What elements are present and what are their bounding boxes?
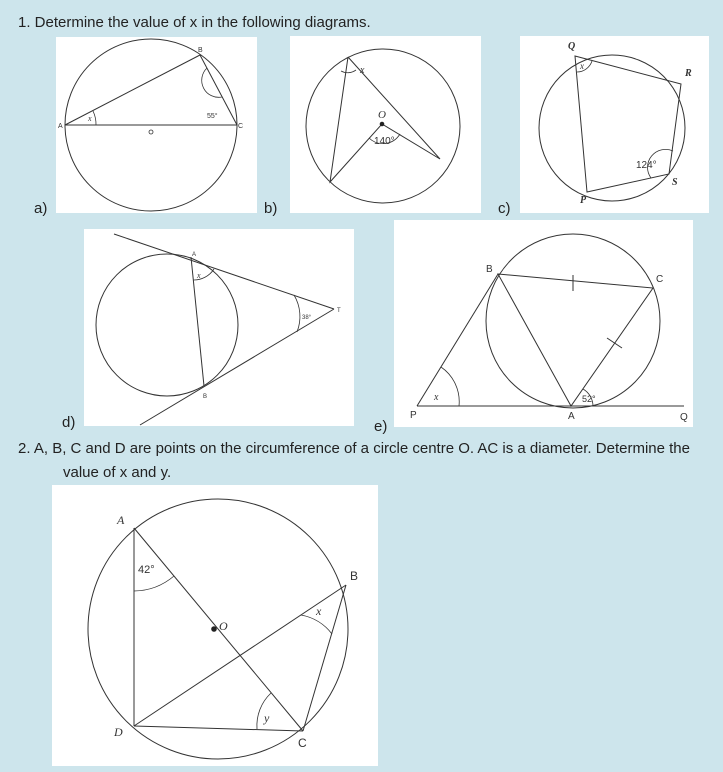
label-c: C — [238, 123, 244, 130]
triangle-abc — [498, 274, 653, 406]
centre-o — [211, 626, 217, 632]
label-b: B — [350, 569, 359, 583]
label-b: B — [198, 47, 203, 54]
label-o: O — [378, 109, 386, 121]
label-p: P — [580, 195, 587, 206]
angle-arc-p — [441, 367, 459, 406]
cyclic-quadrilateral — [575, 56, 681, 192]
question-2-line-1: 2. A, B, C and D are points on the circumference of a circle centre O. AC is a diameter. Determine the — [18, 440, 690, 457]
label-x: x — [316, 604, 322, 618]
circle — [96, 254, 238, 396]
label-p: P — [410, 410, 417, 421]
label-t: T — [337, 308, 341, 314]
label-angle: 55° — [207, 113, 218, 120]
chord-db — [134, 585, 346, 726]
label-y: y — [264, 711, 270, 725]
diagram-b — [290, 36, 481, 213]
label-angle: 140° — [374, 136, 395, 147]
label-s: S — [672, 177, 678, 188]
centre-o — [149, 130, 153, 134]
label-b-part: b) — [264, 200, 278, 217]
question-1-text: 1. Determine the value of x in the following diagrams. — [18, 14, 371, 31]
tangent-lower — [140, 309, 334, 425]
chord-bc — [303, 585, 346, 731]
question-2-line-2: value of x and y. — [63, 464, 172, 481]
label-angle: 124° — [636, 160, 657, 171]
label-x: x — [434, 392, 439, 403]
label-b: B — [203, 394, 208, 400]
label-e-part: e) — [374, 418, 388, 435]
label-b: B — [486, 264, 493, 275]
label-angle: 52° — [582, 394, 596, 404]
label-o: O — [219, 619, 228, 633]
chord-bc — [200, 55, 237, 125]
label-x: x — [197, 271, 201, 280]
centre-o — [380, 122, 385, 127]
diagram-a — [56, 37, 257, 213]
label-a-part: a) — [34, 200, 48, 217]
label-angle: 38° — [302, 315, 312, 321]
angle-arc-t — [294, 295, 300, 332]
angle-arc-a — [93, 111, 96, 125]
label-x: x — [88, 114, 92, 123]
tangent-upper — [114, 234, 334, 309]
angle-arc-x — [341, 70, 356, 73]
circle — [486, 234, 660, 408]
line-pb — [417, 274, 498, 406]
chord-dc — [134, 726, 303, 731]
label-q: Q — [680, 412, 688, 423]
label-d: D — [114, 725, 123, 739]
label-a: A — [192, 252, 197, 258]
label-angle: 42° — [138, 564, 155, 576]
tick-ca — [607, 338, 622, 348]
label-r: R — [685, 68, 692, 79]
diagram-d — [84, 229, 354, 426]
label-d-part: d) — [62, 414, 76, 431]
chord-ab — [65, 55, 200, 125]
label-c-part: c) — [498, 200, 511, 217]
label-q: Q — [568, 41, 576, 52]
label-c: C — [656, 274, 664, 285]
diagram-e — [394, 220, 693, 427]
angle-arc-a — [134, 576, 174, 591]
label-x: x — [360, 65, 365, 76]
label-a: A — [568, 411, 575, 422]
diagram-c — [520, 36, 709, 213]
circle — [539, 55, 685, 201]
label-c: C — [298, 736, 307, 750]
diagram-question-2 — [52, 485, 378, 766]
label-a: A — [117, 513, 125, 527]
label-x: x — [580, 61, 584, 71]
label-a: A — [58, 123, 63, 130]
